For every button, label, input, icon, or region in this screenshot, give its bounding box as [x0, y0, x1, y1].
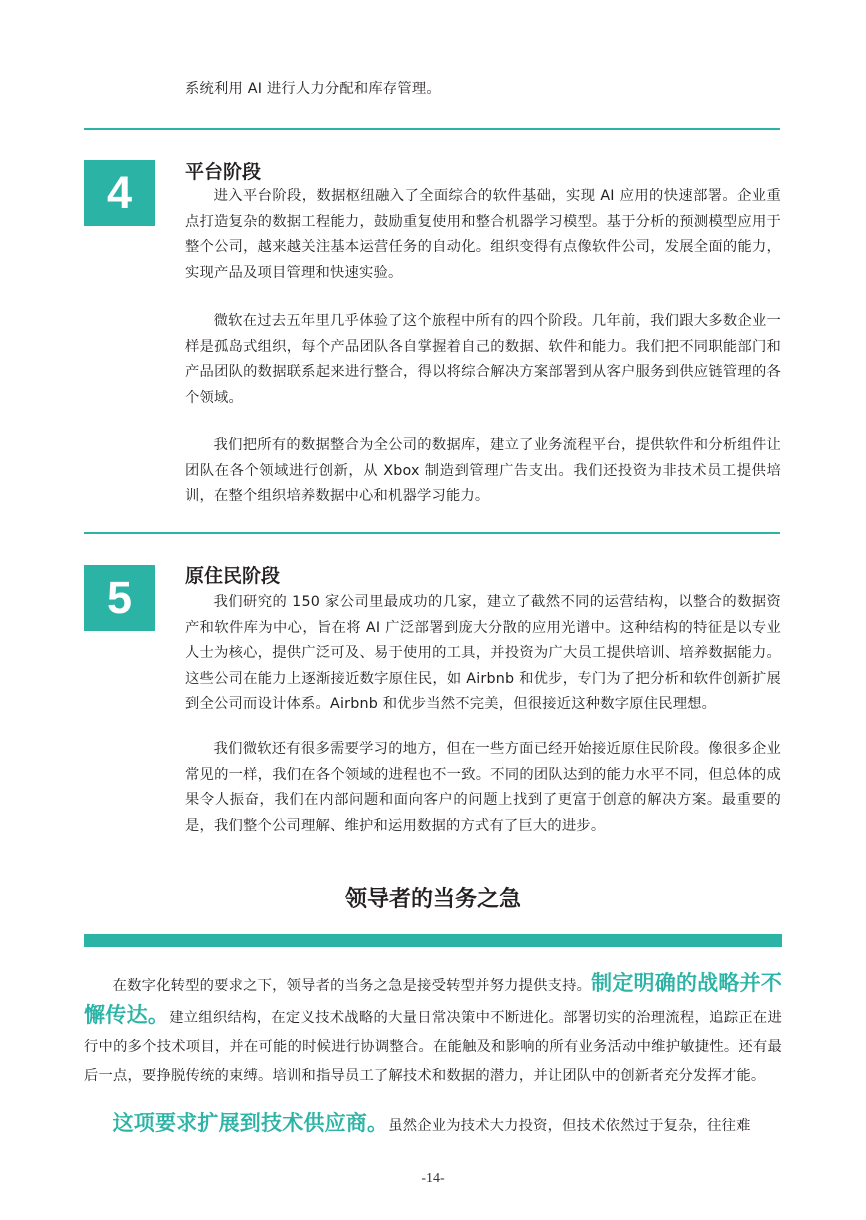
divider-top: [84, 128, 780, 130]
stage-5-paragraph-2: 我们微软还有很多需要学习的地方，但在一些方面已经开始接近原住民阶段。像很多企业常见的一样，我们在各个领域的进程也不一致。不同的团队达到的能力水平不同，但总体的成果令人振奋，我们在内部问题和面向客户的问题上找到了更富于创意的解决方案。最重要的是，我们整个公司理解、维护和运用数据的方式有了巨大的进步。: [185, 741, 781, 834]
leaders-p2-rest: 虽然企业为技术大力投资，但技术依然过于复杂，往往难: [388, 1118, 751, 1134]
stage-4-paragraph-3: 我们把所有的数据整合为全公司的数据库，建立了业务流程平台，提供软件和分析组件让团队在各个领域进行创新，从 Xbox 制造到管理广告支出。我们还投资为非技术员工提供培训，在整个组织培养数据中心和机器学习能力。: [185, 437, 781, 504]
section-title-band: [84, 934, 782, 947]
leaders-p1-lead: 在数字化转型的要求之下，领导者的当务之急是接受转型并努力提供支持。: [112, 978, 592, 994]
leaders-paragraph-2: [84, 1109, 782, 1141]
leaders-p1-rest: 建立组织结构，在定义技术战略的大量日常决策中不断进化。部署切实的治理流程，追踪正在进行中的多个技术项目，并在可能的时候进行协调整合。在能触及和影响的所有业务活动中维护敏捷性。还有最后一点，要挣脱传统的束缚。培训和指导员工了解技术和数据的潜力，并让团队中的创新者充分发挥才能。: [84, 1010, 782, 1084]
leaders-paragraph-1: [84, 969, 782, 1091]
leaders-p2-highlight: 这项要求扩展到技术供应商。: [112, 1111, 389, 1135]
stage-4-number-badge: 4: [84, 160, 155, 226]
divider-middle: [84, 532, 780, 534]
carry-over-line: 系统利用 AI 进行人力分配和库存管理。: [185, 81, 441, 97]
stage-5-paragraph-1: 我们研究的 150 家公司里最成功的几家，建立了截然不同的运营结构，以整合的数据资产和软件库为中心，旨在将 AI 广泛部署到庞大分散的应用光谱中。这种结构的特征是以专业人士为核心，提供广泛可及、易于使用的工具，并投资为广大员工提供培训、培养数据能力。这些公司在能力上逐渐接近数字原住民，如 Airbnb 和优步，专门为了把分析和软件创新扩展到全公司而设计体系。Airbnb 和优步当然不完美，但很接近这种数字原住民理想。: [185, 594, 781, 712]
stage-4-title: 平台阶段: [185, 161, 262, 183]
page-number: -14-: [421, 1171, 445, 1186]
stage-5-title: 原住民阶段: [185, 565, 281, 587]
stage-4-paragraph-2: 微软在过去五年里几乎体验了这个旅程中所有的四个阶段。几年前，我们跟大多数企业一样是孤岛式组织，每个产品团队各自掌握着自己的数据、软件和能力。我们把不同职能部门和产品团队的数据联系起来进行整合，得以将综合解决方案部署到从客户服务到供应链管理的各个领域。: [185, 313, 781, 406]
stage-5-number-badge: 5: [84, 565, 155, 631]
stage-4-paragraph-1: 进入平台阶段，数据枢纽融入了全面综合的软件基础，实现 AI 应用的快速部署。企业重点打造复杂的数据工程能力，鼓励重复使用和整合机器学习模型。基于分析的预测模型应用于整个公司，越来越关注基本运营任务的自动化。组织变得有点像软件公司，发展全面的能力，实现产品及项目管理和快速实验。: [185, 188, 781, 281]
section-title-leaders: 领导者的当务之急: [344, 887, 521, 912]
leaders-p1-highlight: 制定明确的战略并不懈传达。: [84, 971, 782, 1027]
